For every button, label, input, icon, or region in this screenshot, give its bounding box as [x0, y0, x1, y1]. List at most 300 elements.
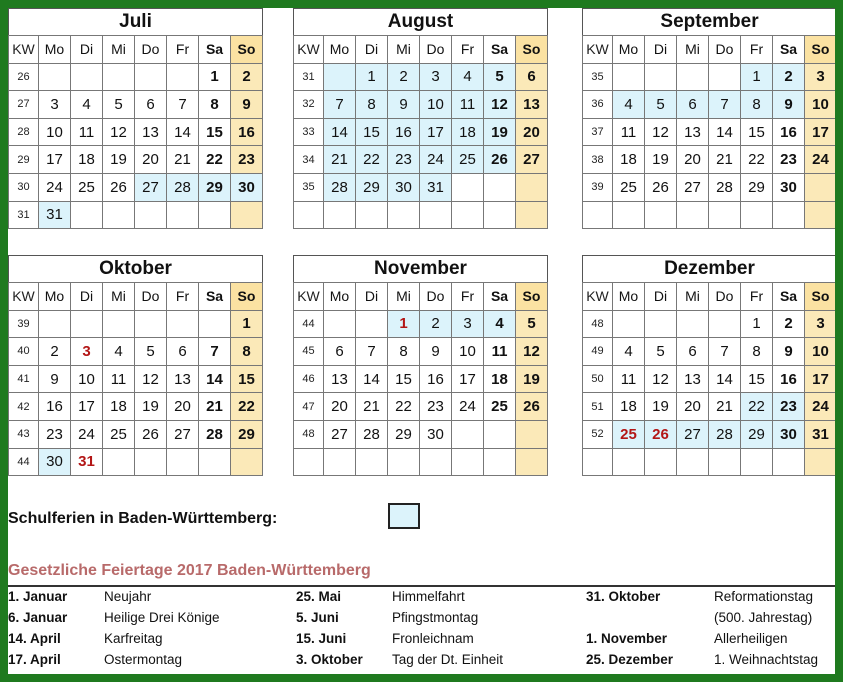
day-cell: 2 [420, 310, 452, 338]
day-cell: 2 [773, 63, 805, 91]
day-cell: 20 [677, 393, 709, 421]
holiday-date: 31. Oktober [586, 589, 661, 604]
day-cell [103, 310, 135, 338]
day-cell: 31 [805, 420, 836, 448]
day-cell: 13 [135, 118, 167, 146]
weekday-header: Fr [741, 283, 773, 311]
weekday-header: KW [9, 36, 39, 64]
day-cell [452, 420, 484, 448]
day-cell: 24 [805, 146, 836, 174]
weekday-header: So [231, 283, 263, 311]
day-cell: 22 [388, 393, 420, 421]
day-cell: 15 [231, 365, 263, 393]
day-cell: 27 [677, 420, 709, 448]
day-cell: 19 [103, 146, 135, 174]
weekday-header: Mo [613, 283, 645, 311]
day-cell: 25 [613, 420, 645, 448]
week-row [9, 338, 263, 366]
day-cell [484, 448, 516, 476]
day-cell: 19 [645, 393, 677, 421]
day-cell: 30 [773, 173, 805, 201]
month-title: Dezember [582, 255, 835, 282]
weekday-header-row [583, 283, 836, 311]
weekday-header: Fr [167, 283, 199, 311]
day-cell: 18 [613, 393, 645, 421]
month-dezember [582, 255, 835, 476]
day-cell: 10 [452, 338, 484, 366]
day-cell: 4 [613, 338, 645, 366]
month-title: August [293, 8, 548, 35]
day-cell: 28 [167, 173, 199, 201]
week-row [583, 146, 836, 174]
day-cell: 2 [39, 338, 71, 366]
day-cell [516, 448, 548, 476]
day-cell: 6 [677, 338, 709, 366]
day-cell [805, 448, 836, 476]
week-row [294, 146, 548, 174]
day-cell [103, 63, 135, 91]
holiday-name: Ostermontag [104, 652, 183, 667]
day-cell: 6 [677, 91, 709, 119]
day-cell: 17 [805, 118, 836, 146]
week-number: 26 [9, 63, 39, 91]
day-cell [135, 310, 167, 338]
day-cell [167, 448, 199, 476]
month-juli [8, 8, 263, 229]
weekday-header: KW [294, 36, 324, 64]
week-number: 30 [9, 173, 39, 201]
day-cell [452, 201, 484, 229]
month-table [8, 282, 263, 476]
day-cell: 18 [452, 118, 484, 146]
day-cell: 26 [645, 173, 677, 201]
day-cell: 26 [103, 173, 135, 201]
day-cell: 15 [199, 118, 231, 146]
day-cell: 9 [773, 91, 805, 119]
day-cell: 7 [356, 338, 388, 366]
day-cell [420, 448, 452, 476]
week-number [294, 448, 324, 476]
day-cell: 13 [324, 365, 356, 393]
day-cell: 5 [484, 63, 516, 91]
day-cell: 11 [452, 91, 484, 119]
day-cell: 30 [420, 420, 452, 448]
week-row [294, 365, 548, 393]
week-number: 36 [583, 91, 613, 119]
day-cell [741, 448, 773, 476]
day-cell: 27 [135, 173, 167, 201]
holiday-date: 6. Januar [8, 610, 68, 625]
day-cell: 22 [199, 146, 231, 174]
day-cell: 13 [677, 118, 709, 146]
holiday-name: Fronleichnam [392, 631, 474, 646]
day-cell: 24 [452, 393, 484, 421]
week-row [294, 63, 548, 91]
day-cell: 4 [484, 310, 516, 338]
day-cell [231, 448, 263, 476]
week-number: 32 [294, 91, 324, 119]
day-cell: 14 [709, 365, 741, 393]
day-cell [709, 310, 741, 338]
week-row [294, 310, 548, 338]
day-cell [516, 420, 548, 448]
day-cell: 11 [613, 365, 645, 393]
day-cell: 6 [516, 63, 548, 91]
weekday-header: Do [135, 283, 167, 311]
day-cell: 8 [388, 338, 420, 366]
day-cell: 17 [420, 118, 452, 146]
day-cell: 28 [709, 173, 741, 201]
holiday-date: 25. Mai [296, 589, 342, 604]
day-cell: 3 [39, 91, 71, 119]
weekday-header: Di [356, 36, 388, 64]
weekday-header-row [9, 36, 263, 64]
week-number: 52 [583, 420, 613, 448]
day-cell: 19 [135, 393, 167, 421]
holiday-name: Tag der Dt. Einheit [392, 652, 504, 667]
day-cell: 7 [167, 91, 199, 119]
day-cell [645, 310, 677, 338]
day-cell: 12 [103, 118, 135, 146]
month-september [582, 8, 835, 229]
weekday-header: Do [709, 283, 741, 311]
week-number: 27 [9, 91, 39, 119]
day-cell: 4 [103, 338, 135, 366]
day-cell [484, 173, 516, 201]
weekday-header: Do [420, 283, 452, 311]
day-cell: 24 [805, 393, 836, 421]
weekday-header: Mo [324, 36, 356, 64]
day-cell [709, 201, 741, 229]
holiday-name: Reformationstag [714, 589, 814, 604]
weekday-header: Fr [452, 283, 484, 311]
weekday-header: Di [71, 283, 103, 311]
day-cell: 28 [324, 173, 356, 201]
day-cell: 21 [356, 393, 388, 421]
day-cell: 9 [773, 338, 805, 366]
week-row [9, 91, 263, 119]
week-row [294, 173, 548, 201]
day-cell: 19 [645, 146, 677, 174]
day-cell: 30 [773, 420, 805, 448]
day-cell: 19 [516, 365, 548, 393]
day-cell [452, 173, 484, 201]
weekday-header: So [231, 36, 263, 64]
day-cell: 14 [356, 365, 388, 393]
month-title: Oktober [8, 255, 263, 282]
day-cell: 12 [645, 365, 677, 393]
day-cell: 20 [135, 146, 167, 174]
week-number: 38 [583, 146, 613, 174]
week-number: 35 [583, 63, 613, 91]
week-row [294, 201, 548, 229]
day-cell [167, 63, 199, 91]
week-number: 45 [294, 338, 324, 366]
day-cell: 31 [39, 201, 71, 229]
day-cell: 6 [135, 91, 167, 119]
week-number: 47 [294, 393, 324, 421]
day-cell: 28 [199, 420, 231, 448]
day-cell [388, 201, 420, 229]
day-cell [167, 310, 199, 338]
month-november [293, 255, 548, 476]
month-title: Juli [8, 8, 263, 35]
day-cell [324, 448, 356, 476]
day-cell: 19 [484, 118, 516, 146]
week-row [294, 448, 548, 476]
holiday-date: 1. November [586, 631, 668, 646]
day-cell: 8 [199, 91, 231, 119]
week-number: 39 [9, 310, 39, 338]
weekday-header: Mi [103, 283, 135, 311]
day-cell [613, 63, 645, 91]
day-cell [199, 310, 231, 338]
week-row [583, 420, 836, 448]
weekday-header: Mo [39, 283, 71, 311]
day-cell: 22 [741, 146, 773, 174]
day-cell: 20 [677, 146, 709, 174]
month-august [293, 8, 548, 229]
day-cell [324, 201, 356, 229]
weekday-header: Di [356, 283, 388, 311]
day-cell [613, 448, 645, 476]
day-cell [709, 448, 741, 476]
weekday-header-row [294, 283, 548, 311]
weekday-header: So [516, 283, 548, 311]
weekday-header: Fr [167, 36, 199, 64]
day-cell: 15 [741, 365, 773, 393]
day-cell: 23 [420, 393, 452, 421]
week-number: 35 [294, 173, 324, 201]
day-cell: 16 [39, 393, 71, 421]
weekday-header: Mo [324, 283, 356, 311]
day-cell: 7 [199, 338, 231, 366]
day-cell: 11 [484, 338, 516, 366]
day-cell: 9 [231, 91, 263, 119]
day-cell: 2 [773, 310, 805, 338]
day-cell: 14 [324, 118, 356, 146]
day-cell: 8 [741, 338, 773, 366]
day-cell: 13 [516, 91, 548, 119]
day-cell: 22 [356, 146, 388, 174]
day-cell [356, 201, 388, 229]
day-cell: 5 [103, 91, 135, 119]
holiday-name: Pfingstmontag [392, 610, 479, 625]
weekday-header: Do [709, 36, 741, 64]
day-cell: 21 [709, 146, 741, 174]
day-cell: 10 [71, 365, 103, 393]
day-cell [677, 201, 709, 229]
holiday-date: 17. April [8, 652, 61, 667]
month-title: September [582, 8, 835, 35]
day-cell: 10 [805, 91, 836, 119]
day-cell: 21 [709, 393, 741, 421]
day-cell: 23 [39, 420, 71, 448]
day-cell [613, 310, 645, 338]
day-cell [645, 63, 677, 91]
day-cell [71, 63, 103, 91]
week-number: 44 [9, 448, 39, 476]
day-cell: 16 [388, 118, 420, 146]
day-cell: 8 [741, 91, 773, 119]
day-cell: 21 [324, 146, 356, 174]
week-number: 33 [294, 118, 324, 146]
day-cell [135, 63, 167, 91]
week-row [583, 338, 836, 366]
day-cell: 3 [452, 310, 484, 338]
calendar-page [8, 8, 835, 674]
day-cell [484, 420, 516, 448]
holidays-title: Gesetzliche Feiertage 2017 Baden-Württemberg [8, 562, 371, 579]
day-cell: 23 [773, 146, 805, 174]
weekday-header: Mi [677, 36, 709, 64]
day-cell: 25 [71, 173, 103, 201]
holidays-divider [8, 585, 835, 587]
day-cell: 21 [199, 393, 231, 421]
day-cell: 5 [135, 338, 167, 366]
weekday-header-row [9, 283, 263, 311]
day-cell [103, 448, 135, 476]
day-cell [773, 448, 805, 476]
day-cell: 27 [516, 146, 548, 174]
holiday-date: 3. Oktober [296, 652, 363, 667]
week-row [9, 310, 263, 338]
weekday-header: KW [583, 283, 613, 311]
day-cell: 17 [39, 146, 71, 174]
week-row [583, 91, 836, 119]
month-title: November [293, 255, 548, 282]
day-cell: 9 [420, 338, 452, 366]
day-cell: 23 [231, 146, 263, 174]
day-cell: 18 [613, 146, 645, 174]
day-cell [709, 63, 741, 91]
weekday-header: Mo [39, 36, 71, 64]
day-cell: 12 [484, 91, 516, 119]
day-cell: 1 [741, 310, 773, 338]
day-cell: 31 [71, 448, 103, 476]
day-cell [231, 201, 263, 229]
day-cell: 29 [356, 173, 388, 201]
day-cell: 26 [484, 146, 516, 174]
day-cell: 27 [677, 173, 709, 201]
weekday-header: Sa [199, 36, 231, 64]
day-cell [420, 201, 452, 229]
weekday-header: Fr [741, 36, 773, 64]
weekday-header: KW [583, 36, 613, 64]
week-number [294, 201, 324, 229]
day-cell [324, 63, 356, 91]
day-cell: 5 [645, 91, 677, 119]
day-cell: 31 [420, 173, 452, 201]
day-cell: 1 [388, 310, 420, 338]
holiday-name: Allerheiligen [714, 631, 788, 646]
day-cell: 26 [516, 393, 548, 421]
day-cell: 9 [388, 91, 420, 119]
week-number: 46 [294, 365, 324, 393]
day-cell: 2 [388, 63, 420, 91]
day-cell: 26 [135, 420, 167, 448]
weekday-header: Di [645, 283, 677, 311]
day-cell: 14 [199, 365, 231, 393]
day-cell [677, 448, 709, 476]
day-cell: 18 [103, 393, 135, 421]
day-cell: 7 [324, 91, 356, 119]
week-number: 41 [9, 365, 39, 393]
week-number: 43 [9, 420, 39, 448]
week-row [9, 393, 263, 421]
month-table [293, 282, 548, 476]
day-cell: 29 [388, 420, 420, 448]
week-number: 31 [9, 201, 39, 229]
week-row [9, 146, 263, 174]
day-cell [677, 310, 709, 338]
week-number: 50 [583, 365, 613, 393]
month-table [8, 35, 263, 229]
day-cell: 1 [231, 310, 263, 338]
day-cell: 18 [71, 146, 103, 174]
day-cell: 20 [167, 393, 199, 421]
day-cell: 16 [773, 365, 805, 393]
week-number: 37 [583, 118, 613, 146]
week-row [294, 393, 548, 421]
day-cell: 8 [231, 338, 263, 366]
week-row [294, 91, 548, 119]
day-cell: 14 [709, 118, 741, 146]
weekday-header: Mi [677, 283, 709, 311]
day-cell [356, 310, 388, 338]
week-number: 48 [294, 420, 324, 448]
day-cell: 13 [677, 365, 709, 393]
day-cell [645, 201, 677, 229]
day-cell: 11 [613, 118, 645, 146]
day-cell: 24 [71, 420, 103, 448]
weekday-header: Sa [199, 283, 231, 311]
month-table [582, 282, 835, 476]
week-row [9, 201, 263, 229]
day-cell: 9 [39, 365, 71, 393]
day-cell [613, 201, 645, 229]
holiday-name: (500. Jahrestag) [714, 610, 813, 625]
day-cell: 4 [452, 63, 484, 91]
day-cell: 7 [709, 338, 741, 366]
day-cell: 29 [741, 420, 773, 448]
day-cell: 29 [231, 420, 263, 448]
holiday-name: Karfreitag [104, 631, 163, 646]
holiday-name: 1. Weihnachtstag [714, 652, 819, 667]
week-number [583, 201, 613, 229]
day-cell [741, 201, 773, 229]
day-cell: 15 [356, 118, 388, 146]
day-cell: 16 [773, 118, 805, 146]
weekday-header: So [805, 36, 836, 64]
day-cell: 28 [709, 420, 741, 448]
week-number: 44 [294, 310, 324, 338]
day-cell: 27 [167, 420, 199, 448]
weekday-header: Sa [773, 283, 805, 311]
day-cell: 30 [231, 173, 263, 201]
day-cell: 3 [805, 63, 836, 91]
day-cell: 12 [516, 338, 548, 366]
week-row [583, 173, 836, 201]
week-number: 29 [9, 146, 39, 174]
week-row [294, 338, 548, 366]
weekday-header: Mi [388, 36, 420, 64]
day-cell [167, 201, 199, 229]
day-cell: 12 [645, 118, 677, 146]
holiday-date: 14. April [8, 631, 61, 646]
month-table [293, 35, 548, 229]
weekday-header: Sa [484, 36, 516, 64]
